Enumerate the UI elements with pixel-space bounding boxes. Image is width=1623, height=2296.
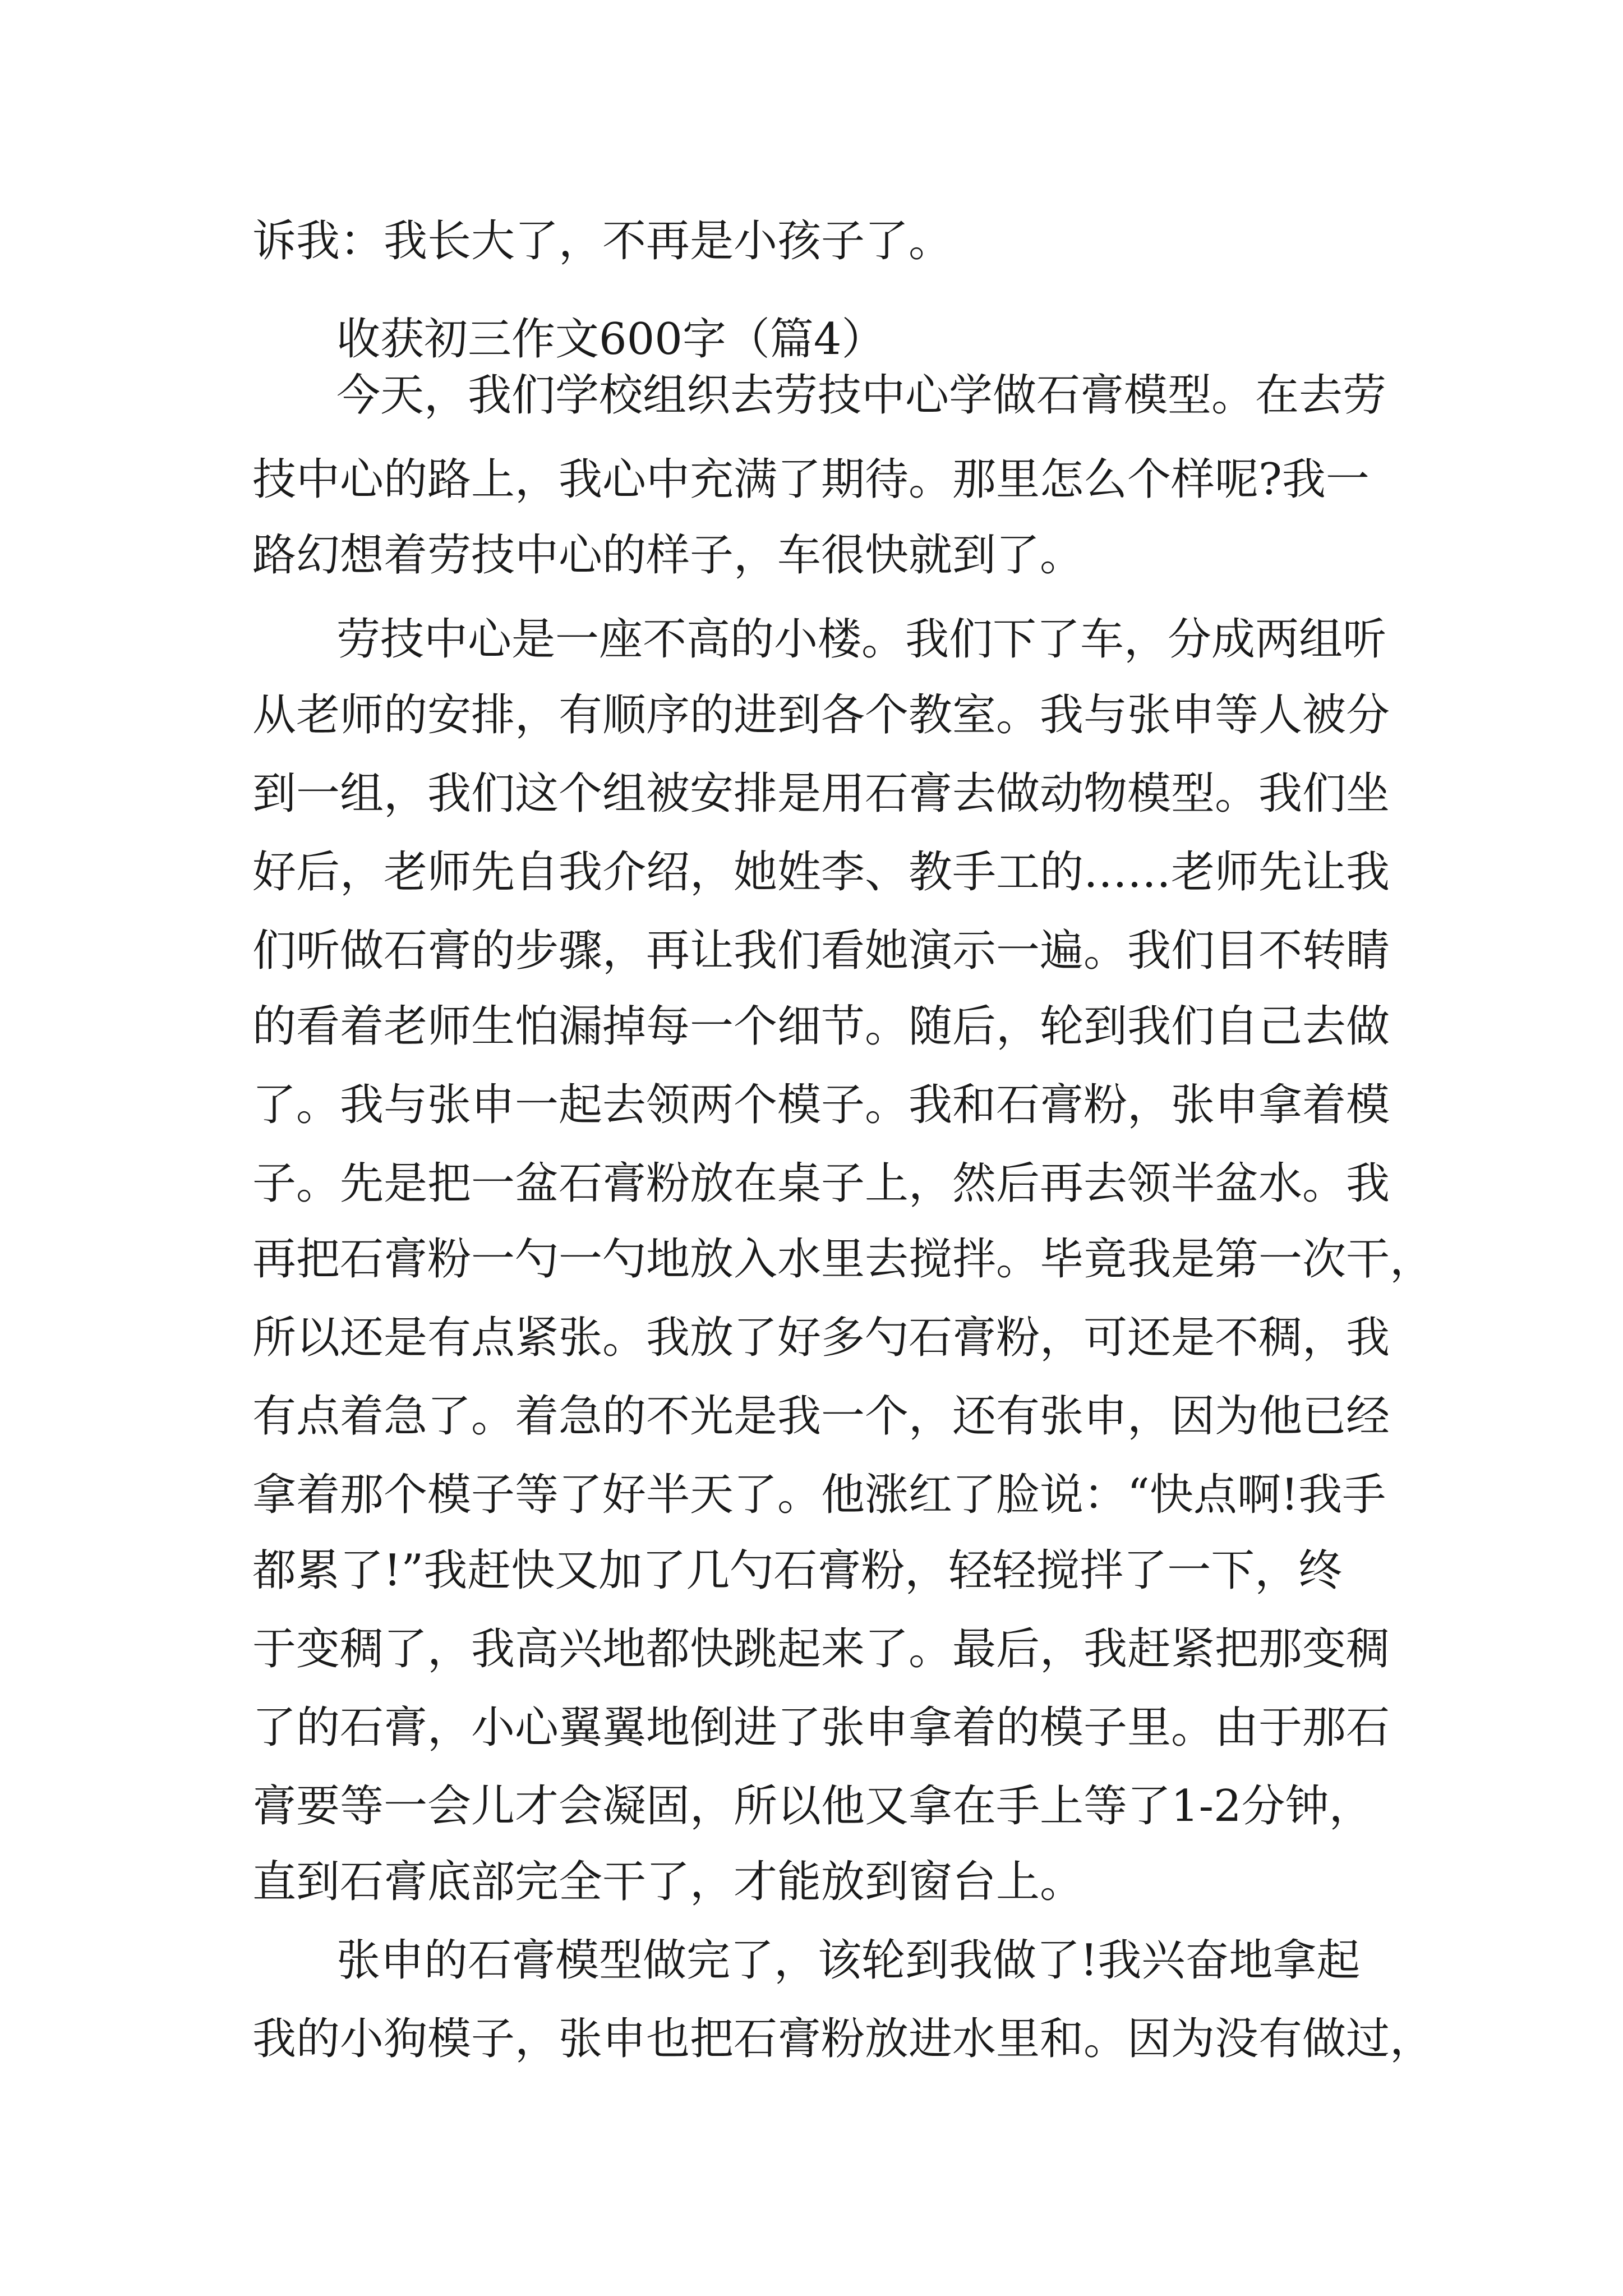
text-line: 从老师的安排，有顺序的进到各个教室。我与张申等人被分 [252, 690, 1390, 740]
text-line: 劳技中心是一座不高的小楼。我们下了车，分成两组听 [336, 614, 1387, 665]
text-line: 再把石膏粉一勺一勺地放入水里去搅拌。毕竟我是第一次干， [252, 1234, 1434, 1285]
text-line: 子。先是把一盆石膏粉放在桌子上，然后再去领半盆水。我 [252, 1158, 1390, 1209]
text-line: 有点着急了。着急的不光是我一个，还有张申，因为他已经 [252, 1391, 1390, 1442]
text-line: 我的小狗模子，张申也把石膏粉放进水里和。因为没有做过， [252, 2014, 1434, 2064]
text-line: 膏要等一会儿才会凝固，所以他又拿在手上等了1-2分钟， [252, 1781, 1373, 1832]
text-line: 都累了!”我赶快又加了几勺石膏粉，轻轻搅拌了一下，终 [252, 1545, 1343, 1596]
text-line: 于变稠了，我高兴地都快跳起来了。最后，我赶紧把那变稠 [252, 1624, 1390, 1674]
text-line: 张申的石膏模型做完了，该轮到我做了!我兴奋地拿起 [336, 1935, 1361, 1986]
text-line: 诉我：我长大了，不再是小孩子了。 [252, 216, 953, 266]
text-line: 了。我与张申一起去领两个模子。我和石膏粉，张申拿着模 [252, 1080, 1390, 1130]
text-line: 好后，老师先自我介绍，她姓李、教手工的……老师先让我 [252, 847, 1390, 898]
text-line: 技中心的路上，我心中充满了期待。那里怎么个样呢?我一 [252, 454, 1370, 505]
text-line: 到一组，我们这个组被安排是用石膏去做动物模型。我们坐 [252, 769, 1390, 819]
text-line: 直到石膏底部完全干了，才能放到窗台上。 [252, 1857, 1084, 1907]
text-line: 们听做石膏的步骤，再让我们看她演示一遍。我们目不转睛 [252, 926, 1390, 976]
text-line: 的看着老师生怕漏掉每一个细节。随后，轮到我们自己去做 [252, 1001, 1390, 1052]
section-heading: 收获初三作文600字（篇4） [336, 314, 886, 365]
text-line: 今天，我们学校组织去劳技中心学做石膏模型。在去劳 [336, 370, 1387, 421]
text-line: 路幻想着劳技中心的样子，车很快就到了。 [252, 530, 1084, 581]
text-line: 了的石膏，小心翼翼地倒进了张申拿着的模子里。由于那石 [252, 1703, 1390, 1753]
text-line: 拿着那个模子等了好半天了。他涨红了脸说：“快点啊!我手 [252, 1470, 1386, 1520]
text-line: 所以还是有点紧张。我放了好多勺石膏粉，可还是不稠，我 [252, 1313, 1390, 1363]
